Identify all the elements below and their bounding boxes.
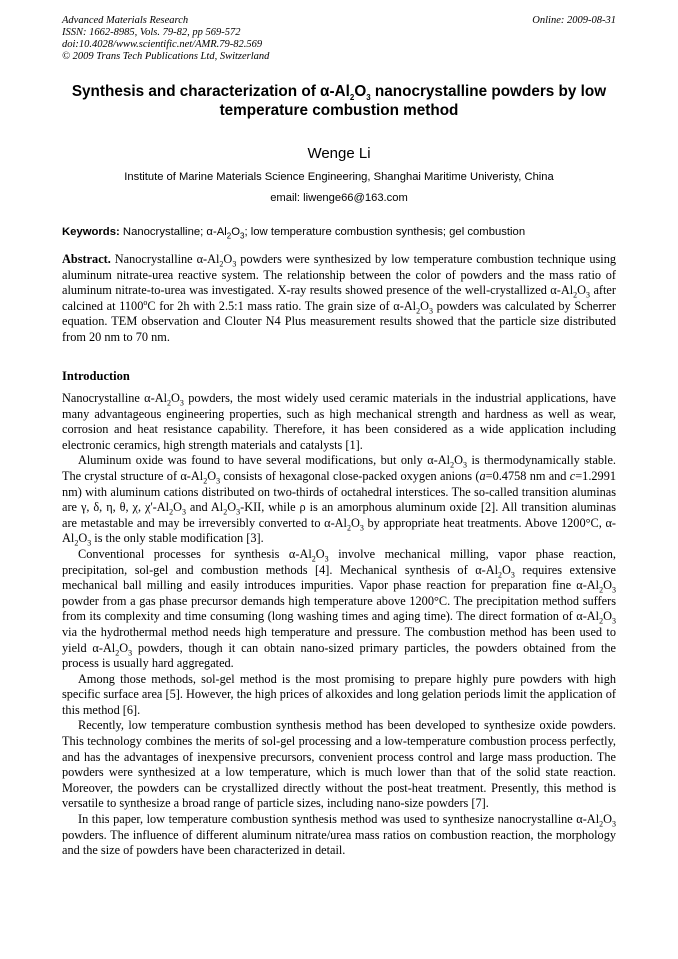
paragraph: Recently, low temperature combustion synthesis method has been developed to synthesize oxide powders. This technology combines the merits of sol-gel processing and a low-temperature combustion process perfectly, and has the advantages of inexpensive precursors, convenient process control and large mass production. The powders were synthesized at a low temperature, which is much lower than that of the solid state reaction. Moreover, the powders can be crystallized directly without the post-heat treatment. Presently, this method is versatile to synthesize a broad range of particle sizes, including nano-size powders [7]. — [62, 718, 616, 811]
journal-header — [62, 15, 616, 63]
issn: ISSN: 1662-8985, Vols. 79-82, pp 569-572 — [62, 27, 241, 38]
abstract-label: Abstract. — [62, 252, 111, 266]
copyright: © 2009 Trans Tech Publications Ltd, Switzerland — [62, 51, 270, 62]
introduction-heading: Introduction — [62, 369, 130, 383]
keywords: Keywords: Nanocrystalline; $\alpha-Al_2O_3$; low temperature combustion synthesis; gel combustion — [62, 226, 526, 241]
introduction-body — [62, 391, 616, 859]
keywords-label: Keywords: — [62, 226, 120, 238]
paragraph: Conventional processes for synthesis $\alpha-Al_2O_3$ involve mechanical milling, vapor phase reaction, precipitation, sol-gel and combustion methods [4]. Mechanical synthesis of $\alpha-Al_2O_3$ requires extensive mechanical ball milling and easily introduces impurities. Vapor phase reaction for preparation fine $\alpha-Al_2O_3$ powder from a gas phase precursor demands high temperature above 1200°C. The precipitation method suffers from its complexity and time consuming (long washing times and aging time). The direct formation of $\alpha-Al_2O_3$ via the hydrothermal method needs high temperature and pressure. The combustion method has been used to yield $\alpha-Al_2O_3$ powders, though it can obtain nano-sized primary particles, the powders obtained from the process is usually hard aggregated. — [62, 546, 616, 671]
paragraph: Aluminum oxide was found to have several modifications, but only $\alpha-Al_2O_3$ is thermodynamically stable. The crystal structure of $\alpha-Al_2O_3$ consists of hexagonal close-packed oxygen anions (a=0.4758 nm and c=1.2991 nm) with aluminum cations distributed on two-thirds of octahedral interstices. The so-called transition aluminas are γ, δ, η, θ, χ, $\chi'-Al_2O_3$ and $Al_2O_3$-KII, while ρ is an amorphous aluminum oxide [2]. All transition aluminas are metastable and may be irreversibly converted to $\alpha-Al_2O_3$ by appropriate heat treatments. Above 1200°C, $\alpha-Al_2O_3$ is the only stable modification [3]. — [62, 453, 617, 548]
affiliation: Institute of Marine Materials Science Engineering, Shanghai Maritime Univeristy, China — [124, 171, 554, 183]
abstract: Abstract. Nanocrystalline $\alpha-Al_2O_3$ powders were synthesized by low temperature combustion technique using aluminum nitrate-urea reactive system. The relationship between the color of powders and the mass ratio of aluminum nitrate-to-urea was investigated. X-ray results showed presence of the well-crystallized $\alpha-Al_2O_3$ after calcined at 1100$^o$C for 2h with 2.5:1 mass ratio. The grain size of $\alpha-Al_2O_3$ powders was calculated by Scherrer equation. TEM observation and Clouter N4 Plus measurement results showed that the particle size distributed from 20 nm to 70 nm. — [62, 252, 616, 344]
paper-title: Synthesis and characterization of $\alpha-Al_2O_3$ nanocrystalline powders by low temperature combustion method — [71, 83, 607, 119]
online-date: Online: 2009-08-31 — [532, 15, 616, 26]
paragraph: Among those methods, sol-gel method is the most promising to prepare highly pure powders with high specific surface area [5]. However, the high prices of alkoxides and long gelation periods limit the application of this method [6]. — [62, 671, 616, 717]
doi: doi:10.4028/www.scientific.net/AMR.79-82.569 — [62, 39, 263, 50]
paragraph: In this paper, low temperature combustion synthesis method was used to synthesize nanocrystalline $\alpha-Al_2O_3$ powders. The influence of different aluminum nitrate/urea mass ratios on combustion reaction, the morphology and the size of powders have been characterized in detail. — [62, 812, 616, 858]
author: Wenge Li — [307, 145, 371, 162]
journal-name: Advanced Materials Research — [62, 15, 189, 26]
email: email: liwenge66@163.com — [270, 192, 408, 204]
paragraph: Nanocrystalline $\alpha-Al_2O_3$ powders, the most widely used ceramic materials in the industrial applications, have many advantageous engineering properties, such as high mechanical strength and hardness as well as wear, corrosion and heat resistance capability. Therefore, it has been considered as a wide application including electronic ceramics, high strength materials and catalysts [1]. — [62, 391, 616, 452]
